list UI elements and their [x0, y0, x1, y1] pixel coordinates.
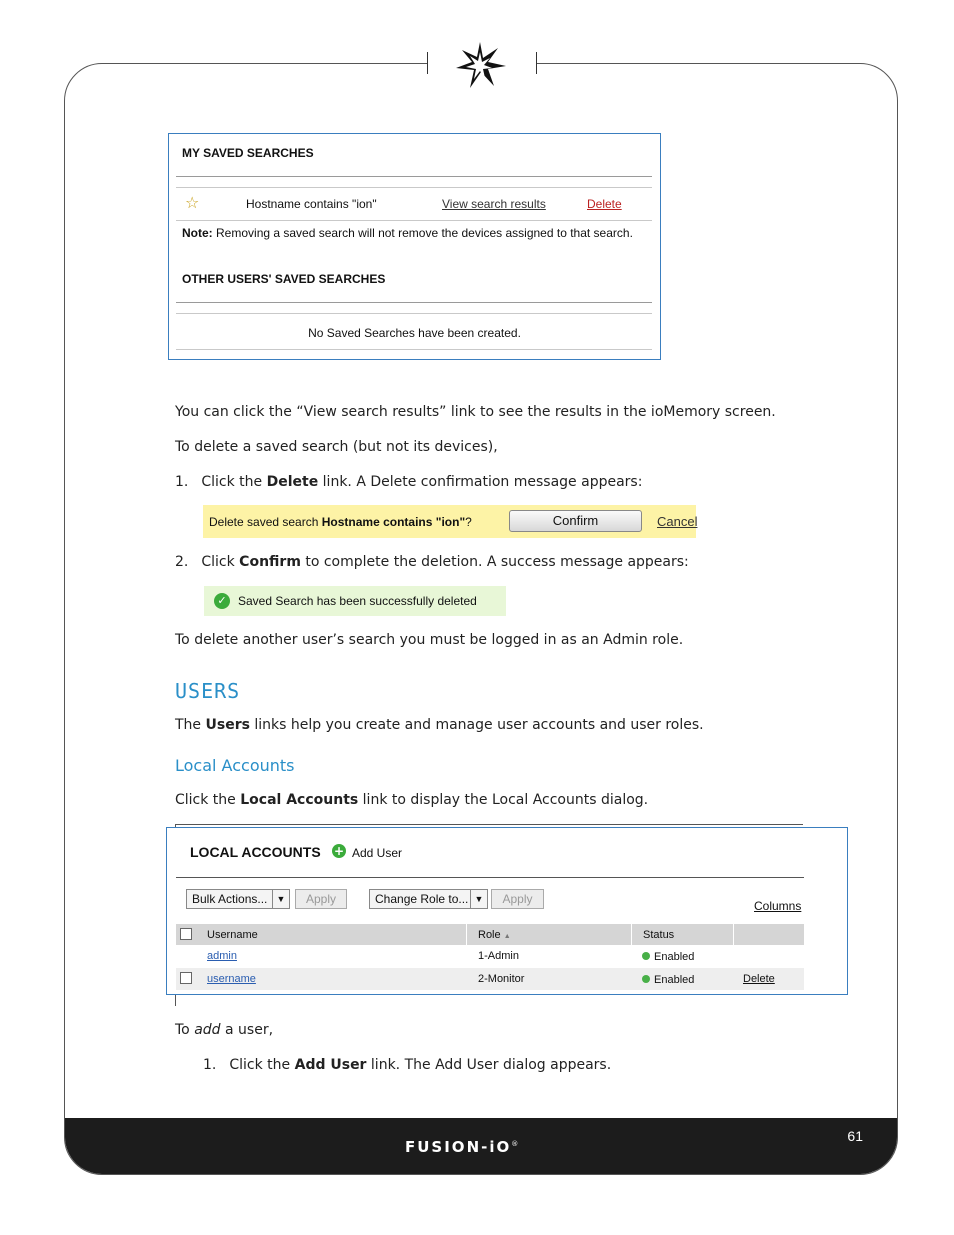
confirmation-message: Delete saved search Hostname contains "ion"?: [209, 515, 472, 529]
delete-user-link[interactable]: Delete: [743, 973, 775, 985]
select-all-checkbox[interactable]: [180, 928, 192, 940]
divider: [176, 302, 652, 303]
divider: [176, 220, 652, 221]
saved-search-query: Hostname contains "ion": [246, 197, 377, 211]
paragraph-view-results: You can click the “View search results” link to see the results in the ioMemory screen.: [175, 404, 776, 420]
column-separator: [466, 924, 467, 945]
divider: [175, 824, 803, 825]
column-header-role[interactable]: Role ▲: [478, 929, 511, 941]
divider: [176, 349, 652, 350]
star-icon[interactable]: ☆: [185, 193, 200, 212]
saved-searches-panel: [168, 133, 661, 360]
step-add-user: 1. Click the Add User link. The Add User dialog appears.: [203, 1057, 612, 1073]
success-message-bar: [204, 586, 506, 616]
chevron-down-icon: ▼: [470, 890, 487, 908]
username-link[interactable]: admin: [207, 950, 237, 962]
row-checkbox[interactable]: [180, 972, 192, 984]
status-cell: Enabled: [642, 974, 694, 986]
paragraph-add-user: To add a user,: [175, 1022, 274, 1038]
saved-searches-title: MY SAVED SEARCHES: [182, 146, 314, 160]
page-number: 61: [847, 1128, 863, 1144]
confirm-button[interactable]: Confirm: [509, 510, 642, 532]
apply-bulk-button[interactable]: Apply: [295, 889, 347, 909]
column-separator: [733, 924, 734, 945]
divider: [176, 313, 652, 314]
username-link[interactable]: username: [207, 973, 256, 985]
divider: [176, 187, 652, 188]
footer-brand-logo: FUSION-iO®: [405, 1138, 519, 1156]
view-search-results-link[interactable]: View search results: [442, 197, 546, 211]
step-confirm: 2. Click Confirm to complete the deletion. A success message appears:: [175, 554, 689, 570]
divider: [176, 877, 804, 878]
column-separator: [631, 924, 632, 945]
check-icon: ✓: [214, 593, 230, 609]
status-cell: Enabled: [642, 951, 694, 963]
step-delete: 1. Click the Delete link. A Delete confirmation message appears:: [175, 474, 643, 490]
local-accounts-title: LOCAL ACCOUNTS: [190, 844, 321, 860]
success-message: Saved Search has been successfully deleted: [238, 594, 477, 608]
cancel-link[interactable]: Cancel: [657, 514, 698, 529]
add-user-icon[interactable]: +: [333, 844, 345, 858]
apply-role-button[interactable]: Apply: [491, 889, 544, 909]
heading-users: USERS: [175, 679, 241, 703]
header-tick-right: [536, 52, 537, 74]
column-header-username[interactable]: Username: [207, 929, 258, 941]
status-enabled-icon: [642, 975, 650, 983]
role-cell: 1-Admin: [478, 950, 519, 962]
bulk-actions-select[interactable]: Bulk Actions... ▼: [186, 889, 290, 909]
paragraph-local-accounts: Click the Local Accounts link to display the Local Accounts dialog.: [175, 792, 649, 808]
other-saved-searches-title: OTHER USERS' SAVED SEARCHES: [182, 272, 386, 286]
change-role-select[interactable]: Change Role to... ▼: [369, 889, 488, 909]
paragraph-admin-role: To delete another user’s search you must be logged in as an Admin role.: [175, 632, 684, 648]
chevron-down-icon: ▼: [272, 890, 289, 908]
delete-confirmation-bar: [203, 505, 696, 538]
add-user-link[interactable]: Add User: [352, 846, 403, 860]
column-header-status[interactable]: Status: [643, 929, 675, 941]
paragraph-delete-intro: To delete a saved search (but not its devices),: [175, 439, 498, 455]
sort-ascending-icon: ▲: [503, 933, 511, 940]
header-tick-left: [427, 52, 428, 74]
columns-link[interactable]: Columns: [754, 899, 802, 913]
local-accounts-panel: [166, 827, 848, 995]
note-text: Note: Removing a saved search will not remove the devices assigned to that search.: [182, 226, 633, 240]
status-enabled-icon: [642, 952, 650, 960]
paragraph-users: The Users links help you create and manage user accounts and user roles.: [175, 717, 704, 733]
divider: [176, 176, 652, 177]
heading-local-accounts: Local Accounts: [175, 756, 295, 775]
star-logo-icon: [452, 38, 508, 90]
role-cell: 2-Monitor: [478, 973, 525, 985]
empty-saved-searches-text: No Saved Searches have been created.: [308, 326, 521, 340]
footer-bar: [65, 1118, 897, 1174]
delete-saved-search-link[interactable]: Delete: [587, 197, 622, 211]
